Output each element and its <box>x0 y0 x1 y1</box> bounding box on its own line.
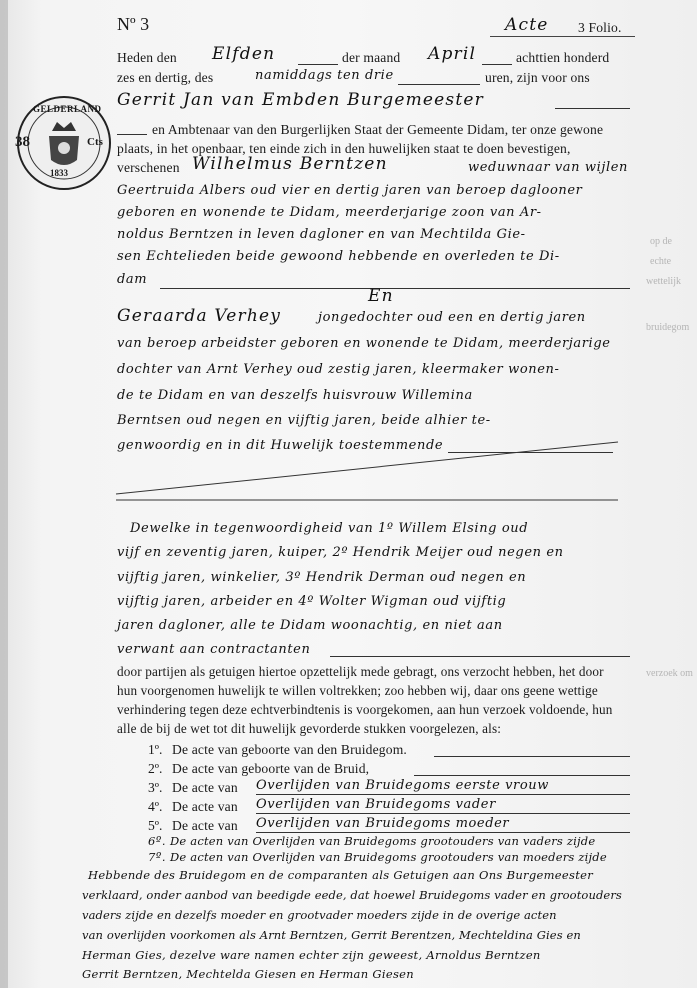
document-number: 3º. <box>148 780 163 795</box>
bleed-through-text: echte <box>650 256 672 267</box>
fill-line <box>555 108 630 109</box>
handwritten-groom-name: Wilhelmus Berntzen <box>192 154 388 174</box>
handwritten-line: vaders zijde en dezelfs moeder en grootvader moeders zijde in de overige acten <box>82 908 557 922</box>
handwritten-line: Gerrit Berntzen, Mechtelda Giesen en Herman Giesen <box>82 967 414 981</box>
intro-text: verschenen <box>117 160 180 175</box>
document-handwritten: Overlijden van Bruidegoms moeder <box>256 816 510 831</box>
fill-line <box>256 832 630 833</box>
handwritten-day: Elfden <box>212 44 276 64</box>
handwritten-line: verklaard, onder aanbod van beedigde eede, dat hoewel Bruidegoms vader en grootouders <box>82 888 622 902</box>
fill-line <box>398 84 480 85</box>
bleed-through-text: bruidegom <box>646 322 690 333</box>
fill-line <box>482 64 512 65</box>
handwritten-line: jongedochter oud een en dertig jaren <box>318 310 586 325</box>
handwritten-line: geboren en wonende te Didam, meerderjarige zoon van Ar- <box>117 205 542 220</box>
handwritten-line: van overlijden voorkomen als Arnt Berntzen, Gerrit Berentzen, Mechteldina Gies en <box>82 928 581 942</box>
handwritten-line: vijftig jaren, winkelier, 3º Hendrik Derman oud negen en <box>117 570 527 585</box>
handwritten-line: genwoordig en in dit Huwelijk toestemmende <box>117 438 444 453</box>
intro-text: en Ambtenaar van den Burgerlijken Staat der Gemeente Didam, ter onze gewone <box>152 122 604 137</box>
document-handwritten: De acten van Overlijden van Bruidegoms grootouders van moeders zijde <box>170 850 607 864</box>
stamp-year: 1833 <box>50 168 68 178</box>
bleed-through-text: op de <box>650 236 672 247</box>
document-number: 7º. <box>148 850 167 864</box>
document-handwritten: Overlijden van Bruidegoms vader <box>256 797 496 812</box>
handwritten-line: de te Didam en van deszelfs huisvrouw Willemina <box>117 388 473 403</box>
handwritten-bride-name: Geraarda Verhey <box>117 306 282 326</box>
intro-text: Heden den <box>117 50 177 65</box>
handwritten-line: Herman Gies, dezelve ware namen echter zijn geweest, Arnoldus Berntzen <box>82 948 541 962</box>
fill-line <box>330 656 630 657</box>
stamp-text-top: GELDERLAND <box>33 104 102 114</box>
folio-underline <box>490 36 635 37</box>
handwritten-line: noldus Berntzen in leven dagloner en van Mechtilda Gie- <box>117 227 526 242</box>
document-handwritten: De acten van Overlijden van Bruidegoms grootouders van vaders zijde <box>170 834 596 848</box>
intro-text: uren, zijn voor ons <box>485 70 590 85</box>
handwritten-line: Hebbende des Bruidegom en de comparanten als Getuigen aan Ons Burgemeester <box>88 868 594 882</box>
handwritten-line: vijftig jaren, arbeider en 4º Wolter Wigman oud vijftig <box>117 594 507 609</box>
fill-line <box>434 756 630 757</box>
printed-line: door partijen als getuigen hiertoe opzettelijk mede gebragt, ons verzocht hebben, het door <box>117 664 604 679</box>
printed-line: hun voorgenomen huwelijk te willen voltrekken; zoo hebben wij, daar ons geene wettige <box>117 683 598 698</box>
document-label: De acte van geboorte van de Bruid, <box>172 761 370 776</box>
handwritten-en: En <box>368 286 394 306</box>
handwritten-line: Dewelke in tegenwoordigheid van 1º Willem Elsing oud <box>130 521 529 536</box>
document-number: 2º. <box>148 761 163 776</box>
intro-text: achttien honderd <box>516 50 610 65</box>
document-label: De acte van <box>172 799 238 814</box>
strike-through-lines <box>110 438 630 528</box>
fill-line <box>414 775 630 776</box>
intro-text: plaats, in het openbaar, ten einde zich in den huwelijken staat te doen bevestigen, <box>117 141 571 156</box>
fill-line <box>298 64 338 65</box>
document-handwritten: Overlijden van Bruidegoms eerste vrouw <box>256 778 549 793</box>
handwritten-line: verwant aan contractanten <box>117 642 311 657</box>
document-number: 5º. <box>148 818 163 833</box>
handwritten-line: Berntsen oud negen en vijftig jaren, beide alhier te- <box>117 413 491 428</box>
handwritten-line: sen Echtelieden beide gewoond hebbende en overleden te Di- <box>117 249 560 264</box>
handwritten-line: vijf en zeventig jaren, kuiper, 2º Hendrik Meijer oud negen en <box>117 545 564 560</box>
handwritten-line: van beroep arbeidster geboren en wonende te Didam, meerderjarige <box>117 336 611 351</box>
document-label: De acte van <box>172 818 238 833</box>
act-number: Nº 3 <box>117 14 150 34</box>
handwritten-text: weduwnaar van wijlen <box>468 160 629 175</box>
handwritten-line: dochter van Arnt Verhey oud zestig jaren, kleermaker wonen- <box>117 362 560 377</box>
handwritten-mayor: Gerrit Jan van Embden Burgemeester <box>117 90 484 110</box>
printed-line: verhindering tegen deze echtverbindtenis is voorgekomen, aan hun verzoek voldoende, hun <box>117 702 613 717</box>
page-edge-shadow <box>0 0 8 988</box>
folio-handwritten: Acte <box>505 15 549 35</box>
intro-text: der maand <box>342 50 401 65</box>
fill-line <box>256 794 630 795</box>
printed-line: alle de bij de wet tot dit huwelijk gevorderde stukken voorgelezen, als: <box>117 721 502 736</box>
handwritten-month: April <box>428 44 477 64</box>
handwritten-line: jaren dagloner, alle te Didam woonachtig, en niet aan <box>117 618 503 633</box>
document-number: 6º. <box>148 834 167 848</box>
tax-stamp <box>17 96 111 190</box>
intro-text: zes en dertig, des <box>117 70 214 85</box>
bleed-through-text: verzoek om <box>646 668 693 679</box>
fill-line <box>117 134 147 135</box>
bleed-through-text: wettelijk <box>646 276 681 287</box>
document-number: 4º. <box>148 799 163 814</box>
handwritten-time: namiddags ten drie <box>255 68 394 83</box>
document-label: De acte van geboorte van den Bruidegom. <box>172 742 407 757</box>
document-number: 1º. <box>148 742 163 757</box>
handwritten-line: dam <box>117 272 148 287</box>
handwritten-line: Geertruida Albers oud vier en dertig jaren van beroep daglooner <box>117 183 583 198</box>
folio-printed: 3 Folio. <box>578 20 622 35</box>
fill-line <box>256 813 630 814</box>
fill-line <box>160 288 630 289</box>
stamp-value: 38 <box>15 134 30 150</box>
document-label: De acte van <box>172 780 238 795</box>
stamp-currency: Cts <box>87 136 103 148</box>
